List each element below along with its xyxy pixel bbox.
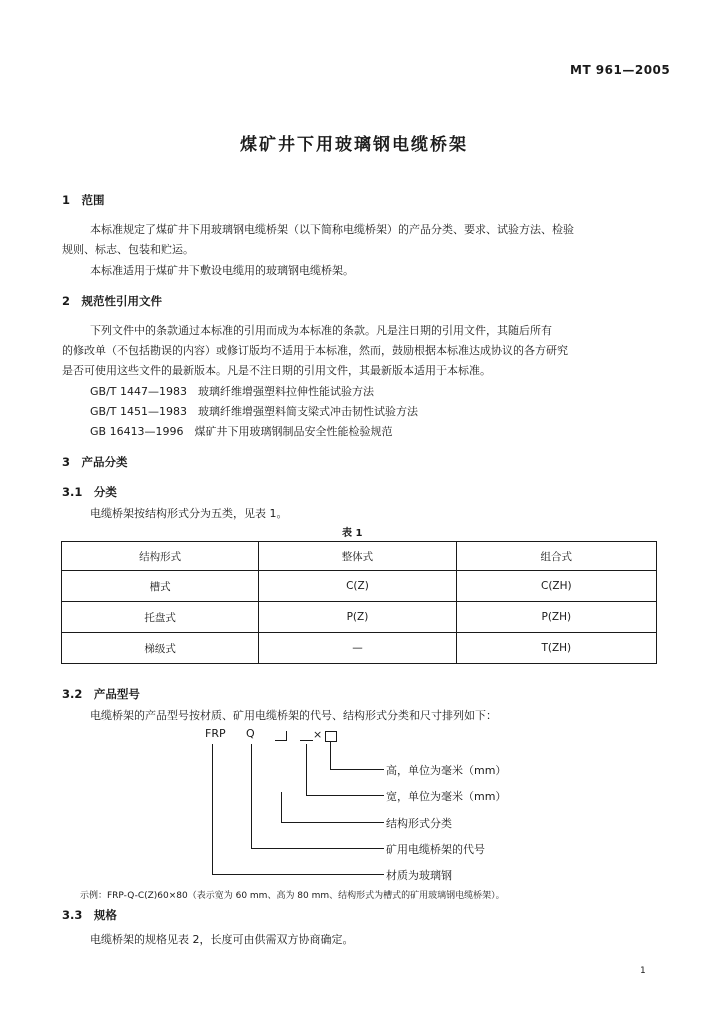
section-1-para2: 本标准适用于煤矿井下敷设电缆用的玻璃钢电缆桥架。 (90, 264, 354, 277)
page-number: 1 (640, 966, 646, 976)
leader-width-v (306, 744, 307, 795)
model-label-struct: 结构形式分类 (386, 817, 452, 830)
table-cell: — (259, 633, 456, 664)
section-3-2-heading: 3.2 产品型号 (62, 687, 140, 701)
model-label-mine: 矿用电缆桥架的代号 (386, 843, 485, 856)
model-label-material: 材质为玻璃钢 (386, 869, 452, 882)
page-title: 煤矿井下用玻璃钢电缆桥架 (240, 135, 468, 155)
height-box (325, 731, 337, 742)
model-code-x: × (313, 728, 323, 741)
leader-material-v (212, 744, 213, 874)
table-row (62, 633, 657, 664)
model-label-height: 高，单位为毫米（mm） (386, 764, 507, 777)
table-header-cell: 整体式 (259, 542, 456, 571)
table-cell: P(Z) (259, 602, 456, 633)
section-2-para-line1: 下列文件中的条款通过本标准的引用而成为本标准的条款。凡是注日期的引用文件，其随后所有 (90, 324, 552, 337)
model-code-frp: FRP (205, 727, 226, 740)
leader-height-v (330, 742, 331, 769)
table-cell: C(ZH) (456, 571, 656, 602)
width-placeholder (300, 740, 313, 741)
section-3-heading: 3 产品分类 (62, 455, 128, 469)
model-code-q: Q (246, 727, 255, 740)
table-caption: 表 1 (342, 528, 363, 539)
leader-width-h (306, 795, 384, 796)
table-cell: C(Z) (259, 571, 456, 602)
section-2-para-line3: 是否可使用这些文件的最新版本。凡是不注日期的引用文件，其最新版本适用于本标准。 (62, 364, 491, 377)
section-3-1-heading: 3.1 分类 (62, 485, 117, 499)
table-row (62, 571, 657, 602)
leader-struct-v (281, 792, 282, 822)
struct-placeholder-edge (286, 731, 287, 740)
leader-mine-h (251, 848, 384, 849)
section-3-3-heading: 3.3 规格 (62, 908, 117, 922)
table-cell: P(ZH) (456, 602, 656, 633)
reference-item: GB 16413—1996 煤矿井下用玻璃钢制品安全性能检验规范 (90, 425, 393, 438)
table-cell: 托盘式 (62, 602, 259, 633)
leader-struct-h (281, 822, 384, 823)
model-example: 示例：FRP-Q-C(Z)60×80（表示宽为 60 mm、高为 80 mm、结构形式为槽式的矿用玻璃钢电缆桥架）。 (80, 891, 505, 901)
reference-item: GB/T 1451—1983 玻璃纤维增强塑料简支梁式冲击韧性试验方法 (90, 405, 418, 418)
section-2-heading: 2 规范性引用文件 (62, 294, 163, 308)
section-3-1-text: 电缆桥架按结构形式分为五类，见表 1。 (90, 507, 288, 520)
section-1-heading: 1 范围 (62, 193, 105, 207)
leader-mine-v (251, 744, 252, 848)
table-cell: T(ZH) (456, 633, 656, 664)
section-3-2-text: 电缆桥架的产品型号按材质、矿用电缆桥架的代号、结构形式分类和尺寸排列如下： (90, 709, 497, 722)
model-label-width: 宽，单位为毫米（mm） (386, 790, 507, 803)
table-header-cell: 结构形式 (62, 542, 259, 571)
table-row (62, 602, 657, 633)
table-cell: 槽式 (62, 571, 259, 602)
table-header-cell: 组合式 (456, 542, 656, 571)
table-header-row (62, 542, 657, 571)
standard-code: MT 961—2005 (570, 63, 671, 77)
section-2-para-line2: 的修改单（不包括勘误的内容）或修订版均不适用于本标准，然而，鼓励根据本标准达成协议的各方研究 (62, 344, 568, 357)
struct-placeholder (275, 740, 287, 741)
table-cell: 梯级式 (62, 633, 259, 664)
section-3-3-text: 电缆桥架的规格见表 2，长度可由供需双方协商确定。 (90, 933, 354, 946)
leader-material-h (212, 874, 384, 875)
table-1 (61, 541, 657, 664)
reference-item: GB/T 1447—1983 玻璃纤维增强塑料拉伸性能试验方法 (90, 385, 374, 398)
leader-height-h (330, 769, 384, 770)
section-1-para1-line2: 规则、标志、包装和贮运。 (62, 243, 194, 256)
section-1-para1-line1: 本标准规定了煤矿井下用玻璃钢电缆桥架（以下简称电缆桥架）的产品分类、要求、试验方法、检验 (90, 223, 574, 236)
